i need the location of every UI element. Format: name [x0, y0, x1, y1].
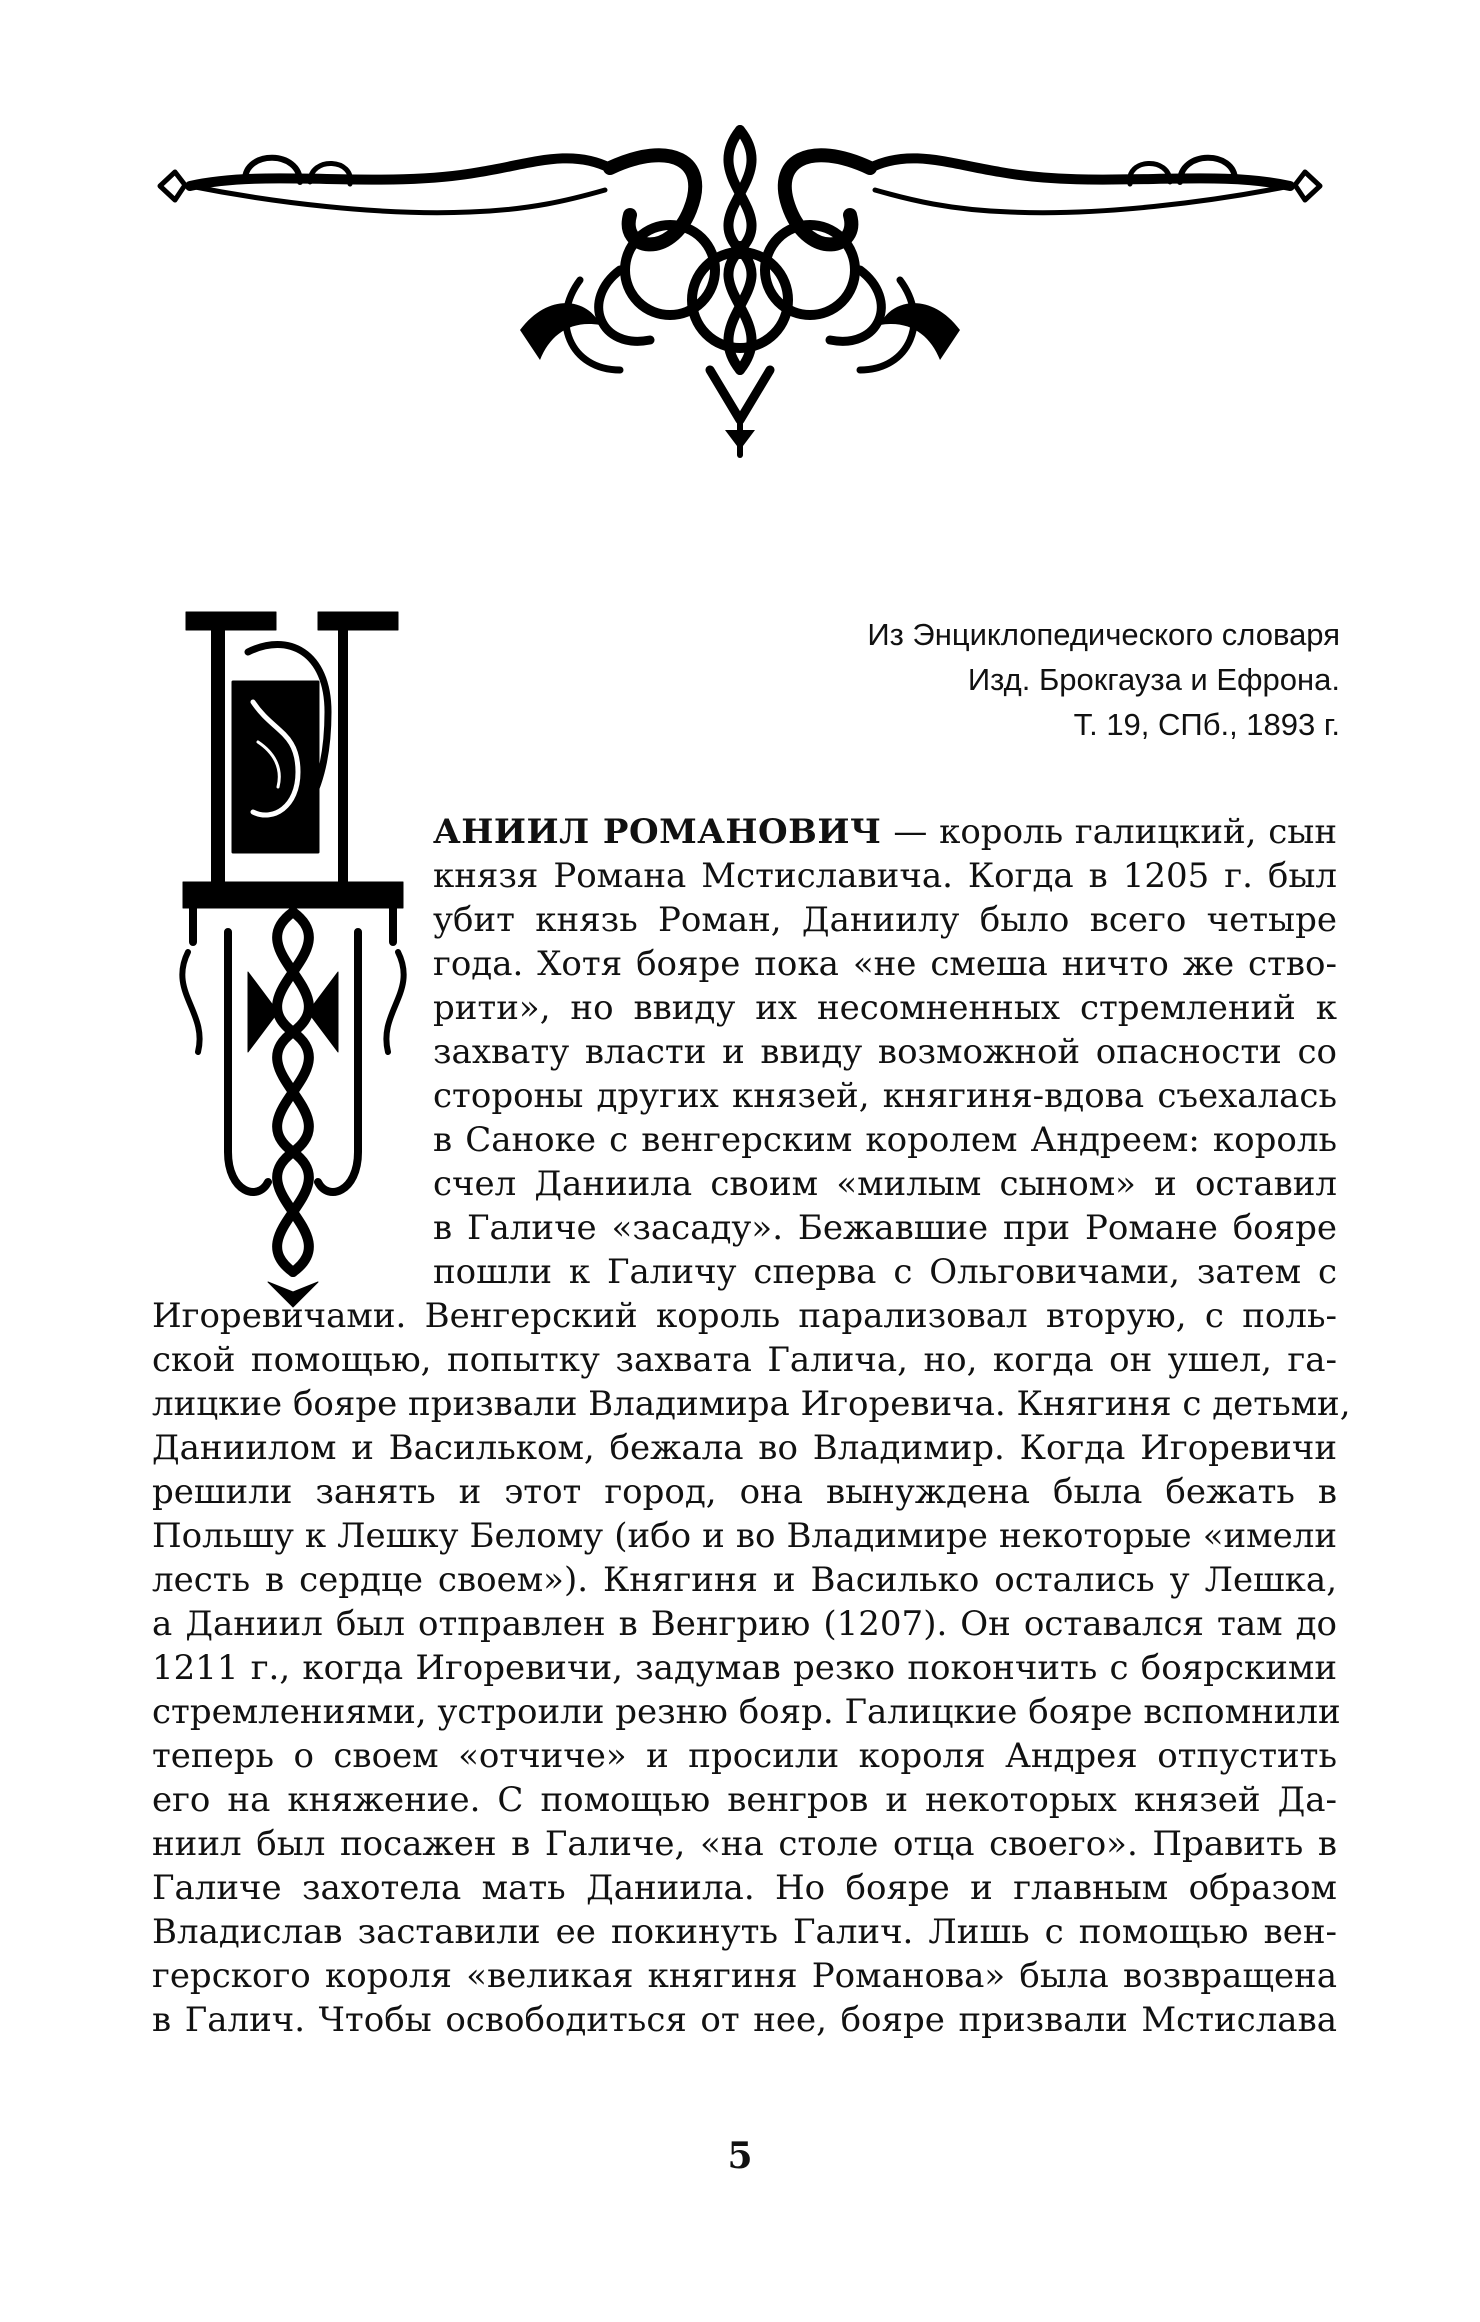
article-line: Галиче захотела мать Даниила. Но бояре и главным образом [152, 1868, 1337, 1908]
article-line: ской помощью, попытку захвата Галича, но, когда он ушел, га- [152, 1340, 1337, 1380]
initial-letter-icon [178, 592, 408, 1322]
article-line: в Саноке с венгерским королем Андреем: король [433, 1120, 1337, 1160]
article-line: лесть в сердце своем»). Княгиня и Василько остались у Лешка, [152, 1560, 1337, 1600]
article-line: стороны других князей, княгиня-вдова съехалась [433, 1076, 1337, 1116]
article-line: Даниилом и Васильком, бежала во Владимир. Когда Игоревичи [152, 1428, 1337, 1468]
article-line: Игоревичами. Венгерский король парализовал вторую, с поль- [152, 1296, 1337, 1336]
article-line [433, 810, 1337, 854]
article-line: его на княжение. С помощью венгров и некоторых князей Да- [152, 1780, 1337, 1820]
article-line: пошли к Галичу сперва с Ольговичами, затем с [433, 1252, 1337, 1292]
article-line: 1211 г., когда Игоревичи, задумав резко покончить с боярскими [152, 1648, 1337, 1688]
source-line-2: Изд. Брокгауза и Ефрона. [967, 662, 1340, 697]
source-line-3: Т. 19, СПб., 1893 г. [1073, 707, 1340, 742]
article-line: стремлениями, устроили резню бояр. Галицкие бояре вспомнили [152, 1692, 1341, 1732]
page-number: 5 [727, 2135, 753, 2177]
article-line: рити», но ввиду их несомненных стремлений к [433, 988, 1337, 1028]
article-line: года. Хотя бояре пока «не смеша ничто же ство- [433, 944, 1337, 984]
article-line: Польшу к Лешку Белому (ибо и во Владимире некоторые «имели [152, 1516, 1337, 1556]
article-heading-rest: — король галицкий, сын [881, 812, 1337, 852]
article-line: в Галич. Чтобы освободиться от нее, бояре призвали Мстислава [152, 2000, 1337, 2040]
article-line: князя Романа Мстиславича. Когда в 1205 г. был [433, 856, 1337, 896]
article-line: ниил был посажен в Галиче, «на столе отца своего». Править в [152, 1824, 1337, 1864]
article-line: убит князь Роман, Даниилу было всего четыре [433, 900, 1337, 940]
article-line: теперь о своем «отчиче» и просили короля Андрея отпустить [152, 1736, 1337, 1776]
article-line: герского короля «великая княгиня Романова» была возвращена [152, 1956, 1337, 1996]
article-line: решили занять и этот город, она вынуждена была бежать в [152, 1472, 1337, 1512]
source-note [867, 612, 1340, 747]
article-line: лицкие бояре призвали Владимира Игоревича. Княгиня с детьми, [152, 1384, 1351, 1424]
article-heading: АНИИЛ РОМАНОВИЧ [433, 812, 882, 852]
source-line-1: Из Энциклопедического словаря [867, 617, 1340, 652]
article-line: захвату власти и ввиду возможной опасности со [433, 1032, 1337, 1072]
article-line: в Галиче «засаду». Бежавшие при Романе бояре [433, 1208, 1337, 1248]
article-line: счел Даниила своим «милым сыном» и оставил [433, 1164, 1337, 1204]
header-ornament-icon [150, 120, 1330, 460]
article-line: Владислав заставили ее покинуть Галич. Лишь с помощью вен- [152, 1912, 1337, 1952]
article-line: а Даниил был отправлен в Венгрию (1207). Он оставался там до [152, 1604, 1337, 1644]
